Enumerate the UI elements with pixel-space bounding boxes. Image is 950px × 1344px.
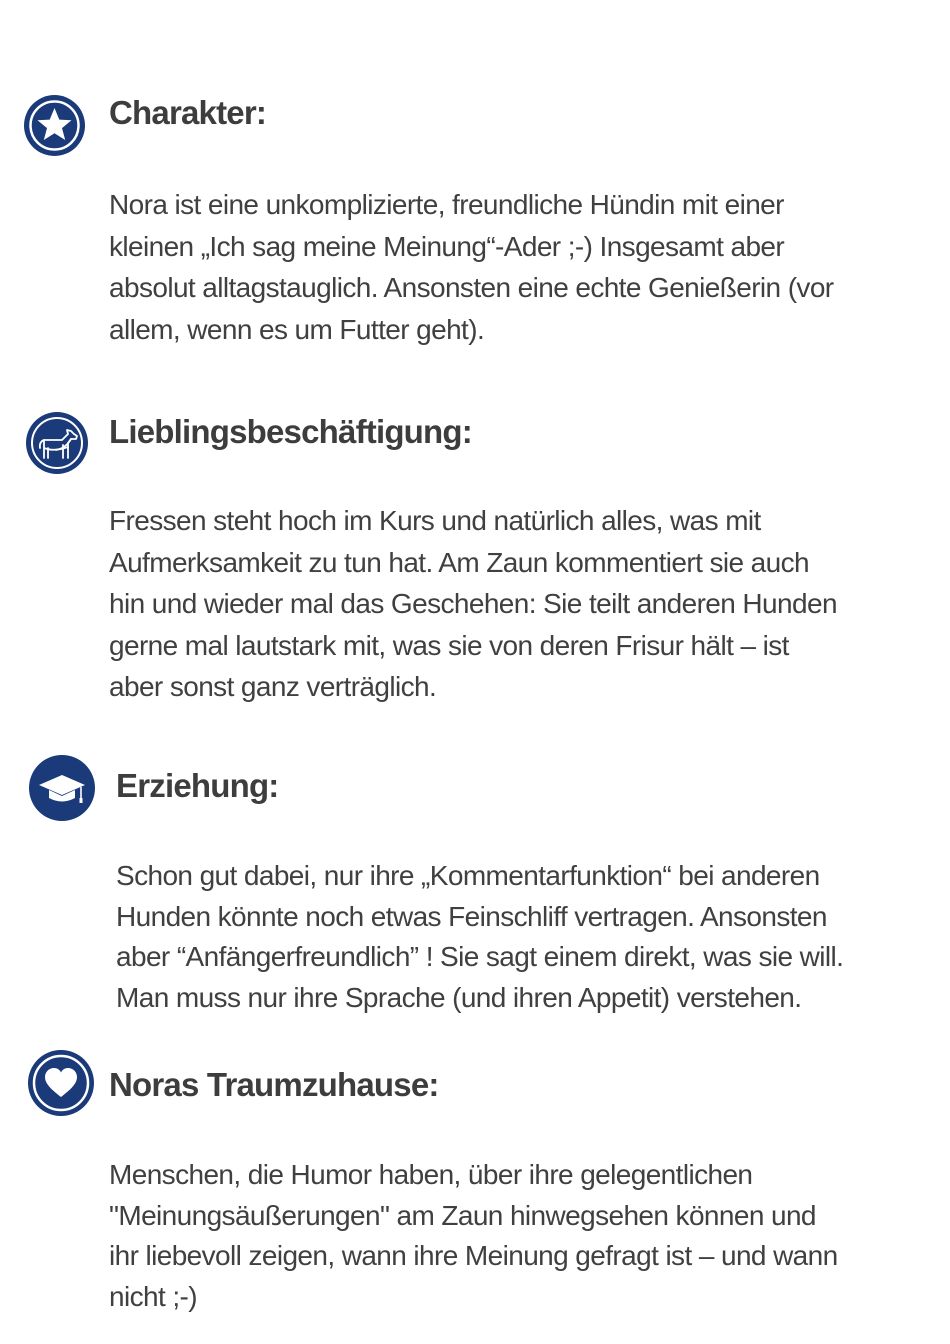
body-line: ihr liebevoll zeigen, wann ihre Meinung gefragt ist – und wann (109, 1240, 838, 1271)
body-line: absolut alltagstauglich. Ansonsten eine echte Genießerin (vor (109, 272, 834, 303)
section-title: Erziehung: (116, 767, 279, 804)
section-title: Noras Traumzuhause: (109, 1066, 439, 1103)
heart-icon (28, 1050, 94, 1116)
body-line: Schon gut dabei, nur ihre „Kommentarfunktion“ bei anderen (116, 860, 820, 891)
section-title: Charakter: (109, 94, 267, 131)
graduation-cap-icon (29, 755, 95, 821)
body-line: allem, wenn es um Futter geht). (109, 313, 485, 345)
section-body (109, 500, 837, 708)
section-body (109, 184, 834, 350)
body-line: nicht ;-) (109, 1280, 197, 1312)
body-line: Nora ist eine unkomplizierte, freundliche Hündin mit einer (109, 189, 784, 220)
section-body (109, 1155, 838, 1317)
star-icon (24, 95, 85, 156)
body-line: Hunden könnte noch etwas Feinschliff vertragen. Ansonsten (116, 900, 827, 932)
section-body (116, 856, 843, 1018)
body-line: aber sonst ganz verträglich. (109, 671, 437, 702)
body-line: Menschen, die Humor haben, über ihre gelegentlichen (109, 1159, 753, 1190)
body-line: "Meinungsäußerungen" am Zaun hinwegsehen können und (109, 1199, 816, 1231)
body-line: Fressen steht hoch im Kurs und natürlich alles, was mit (109, 505, 761, 536)
dog-icon (26, 412, 88, 474)
body-line: Aufmerksamkeit zu tun hat. Am Zaun kommentiert sie auch (109, 546, 809, 578)
body-line: gerne mal lautstark mit, was sie von deren Frisur hält – ist (109, 629, 789, 661)
body-line: aber “Anfängerfreundlich” ! Sie sagt einem direkt, was sie will. (116, 941, 844, 972)
body-line: kleinen „Ich sag meine Meinung“-Ader ;-) Insgesamt aber (109, 230, 785, 262)
body-line: hin und wieder mal das Geschehen: Sie teilt anderen Hunden (109, 588, 837, 619)
body-line: Man muss nur ihre Sprache (und ihren Appetit) verstehen. (116, 981, 802, 1013)
section-title: Lieblingsbeschäftigung: (109, 413, 472, 450)
